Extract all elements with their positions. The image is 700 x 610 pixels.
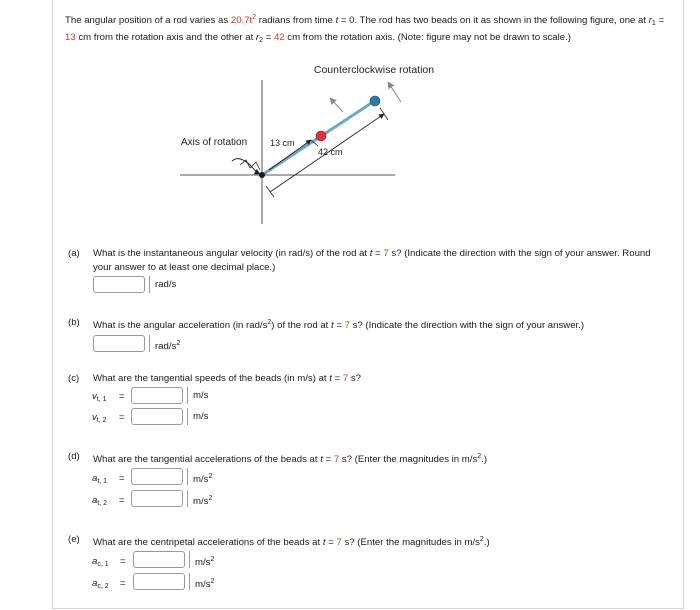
ac1-a: a: [92, 556, 98, 567]
at1-input[interactable]: [131, 468, 183, 485]
r2-equals: =: [263, 32, 274, 43]
qa-p1: What is the instantaneous angular velocity (in rad/s) of the rod at: [93, 248, 370, 259]
at1-sub: t, 1: [97, 478, 108, 485]
qb-p1b: ) of the rod at: [271, 320, 332, 331]
qe-p1: What are the centripetal accelerations of the beads at: [93, 537, 323, 548]
ac1-input[interactable]: [133, 551, 185, 568]
at1-equals: =: [119, 473, 125, 484]
qb-unit: rad/s: [155, 341, 177, 352]
question-a-label: (a): [68, 248, 80, 259]
qd-t: t: [320, 454, 323, 465]
qe-t: t: [322, 537, 326, 548]
qa-p2: s? (Indicate the direction with the sign of your answer. Round your answer to at least one decimal place.): [93, 248, 651, 273]
qe-p2: s? (Enter the magnitudes in m/s: [341, 537, 480, 548]
question-d-text: [93, 450, 658, 467]
question-d-label: (d): [68, 451, 80, 462]
vt2-input[interactable]: [131, 408, 183, 425]
ac2-sub: c, 2: [97, 583, 109, 590]
answer-b-row: [93, 335, 180, 352]
vt2-v: v: [92, 412, 97, 423]
at2-input[interactable]: [131, 490, 183, 507]
at1-symbol: [92, 473, 107, 485]
bead2-velocity-arrow: [388, 82, 401, 102]
coef-power: 2: [252, 14, 257, 21]
qe-unit-1: m/s: [195, 557, 211, 568]
vt1-symbol: [92, 391, 107, 403]
question-a: [68, 247, 658, 275]
vt2-sub: t, 2: [96, 417, 107, 424]
qc-unit-1: m/s: [193, 390, 209, 401]
question-c: [68, 372, 658, 386]
qd-p2b: .): [481, 454, 488, 465]
qe-p2b: .): [483, 537, 490, 548]
qc-p2: s?: [348, 373, 362, 384]
qa-t: t: [369, 248, 373, 259]
answer-c2-row: [131, 408, 208, 425]
bead-1: [316, 131, 326, 141]
qc-p1: What are the tangential speeds of the beads (in m/s) at: [93, 373, 330, 384]
qb-p1sup: 2: [267, 319, 272, 326]
unit-rad-s2: [149, 335, 180, 352]
answer-a-row: [93, 276, 176, 293]
question-e: [68, 533, 658, 550]
unit-m-s2-4: [189, 573, 214, 590]
question-c-label: (c): [68, 373, 80, 384]
question-b: [68, 316, 658, 333]
qd-eq: =: [322, 454, 334, 465]
qb-t: t: [331, 320, 334, 331]
unit-rad-s: [149, 276, 176, 293]
at2-sub: t, 2: [97, 500, 108, 507]
vt1-sub: t, 1: [96, 396, 107, 403]
qe-unitsup-2: 2: [210, 578, 215, 585]
vt2-equals: =: [119, 412, 125, 423]
qe-tval: 7: [336, 537, 342, 548]
axis-pointer-arrow: [232, 159, 260, 174]
qa-tval: 7: [383, 248, 389, 259]
r1-value: 13: [65, 32, 76, 43]
qc-unit-2: m/s: [193, 411, 209, 422]
question-b-label: (b): [68, 317, 80, 328]
qa-eq: =: [372, 248, 384, 259]
bead1-velocity-arrow: [330, 98, 343, 112]
unit-m-s2-3: [189, 551, 214, 568]
r2-var: r: [255, 32, 260, 43]
qd-p1: What are the tangential accelerations of the beads at: [93, 454, 321, 465]
r2-sub: 2: [259, 37, 264, 44]
r1-equals: =: [655, 15, 665, 26]
question-e-label: (e): [68, 534, 80, 545]
qb-unitsup: 2: [176, 340, 181, 347]
qc-tval: 7: [342, 373, 349, 384]
angular-velocity-input[interactable]: [93, 276, 145, 293]
ac1-sub: c, 1: [97, 561, 109, 568]
answer-d2-row: [131, 490, 212, 507]
intro-text-4: cm from the rotation axis and the other at: [75, 32, 256, 43]
r1-dimension-label: 13 cm: [270, 138, 295, 148]
ac2-a: a: [92, 578, 98, 589]
answer-e2-row: [133, 573, 214, 590]
at2-a: a: [92, 495, 98, 506]
intro-text-1: The angular position of a rod varies as: [65, 15, 231, 26]
r2-tick-end: [380, 108, 388, 120]
intro-text-5: cm from the rotation axis. (Note: figure may not be drawn to scale.): [284, 32, 571, 43]
ccw-label: Counterclockwise rotation: [313, 64, 435, 76]
ac1-symbol: [92, 556, 109, 568]
qd-p2sup: 2: [477, 453, 482, 460]
unit-m-s2-2: [187, 490, 212, 507]
question-b-text: [93, 316, 658, 333]
vt2-symbol: [92, 412, 107, 424]
qd-tval: 7: [333, 454, 340, 465]
r2-dimension-label: 42 cm: [318, 147, 343, 157]
question-e-text: [93, 533, 658, 550]
intro-text-3: = 0. The rod has two beads on it as shown in the following figure, one at: [338, 15, 649, 26]
ac2-input[interactable]: [133, 573, 185, 590]
r2-value: 42: [273, 32, 285, 43]
r1-sub: 1: [651, 20, 656, 27]
qb-tval: 7: [344, 320, 350, 331]
qb-eq: =: [333, 320, 345, 331]
ac2-symbol: [92, 578, 109, 590]
qd-unitsup-2: 2: [208, 495, 213, 502]
unit-m-s-1: [187, 387, 208, 404]
qd-unit-2: m/s: [193, 496, 209, 507]
answer-e1-row: [133, 551, 214, 568]
qe-unit-2: m/s: [195, 579, 211, 590]
time-var: t: [335, 15, 339, 26]
bead-2: [370, 96, 380, 106]
qe-eq: =: [325, 537, 337, 548]
question-d: [68, 450, 658, 467]
at2-equals: =: [119, 495, 125, 506]
ac1-equals: =: [120, 556, 126, 567]
angular-acceleration-input[interactable]: [93, 335, 145, 352]
ac2-equals: =: [120, 578, 126, 589]
qc-t: t: [329, 373, 332, 384]
qe-unitsup-1: 2: [210, 556, 215, 563]
at2-symbol: [92, 495, 107, 507]
qe-p2sup: 2: [479, 536, 484, 543]
vt1-equals: =: [119, 391, 125, 402]
qb-p2: s? (Indicate the direction with the sign of your answer.): [349, 320, 585, 331]
r1-var: r: [648, 15, 652, 26]
qd-unit-1: m/s: [193, 474, 209, 485]
qa-unit: rad/s: [155, 279, 177, 290]
at1-a: a: [92, 473, 98, 484]
qb-p1: What is the angular acceleration (in rad/s: [93, 320, 268, 331]
question-a-text: [93, 247, 658, 275]
coef-text: 20.7t: [230, 15, 253, 26]
pivot-point: [259, 172, 265, 178]
axis-of-rotation-label: Axis of rotation: [181, 137, 248, 148]
intro-text-2: radians from time: [256, 15, 336, 26]
answer-c1-row: [131, 387, 208, 404]
vt1-input[interactable]: [131, 387, 183, 404]
vt1-v: v: [92, 391, 97, 402]
unit-m-s2-1: [187, 468, 212, 485]
r2-tick-start: [266, 186, 274, 197]
answer-d1-row: [131, 468, 212, 485]
question-c-text: [93, 372, 658, 386]
qd-unitsup-1: 2: [208, 473, 213, 480]
qc-eq: =: [331, 373, 343, 384]
qd-p2: s? (Enter the magnitudes in m/s: [339, 454, 478, 465]
unit-m-s-2: [187, 408, 208, 425]
